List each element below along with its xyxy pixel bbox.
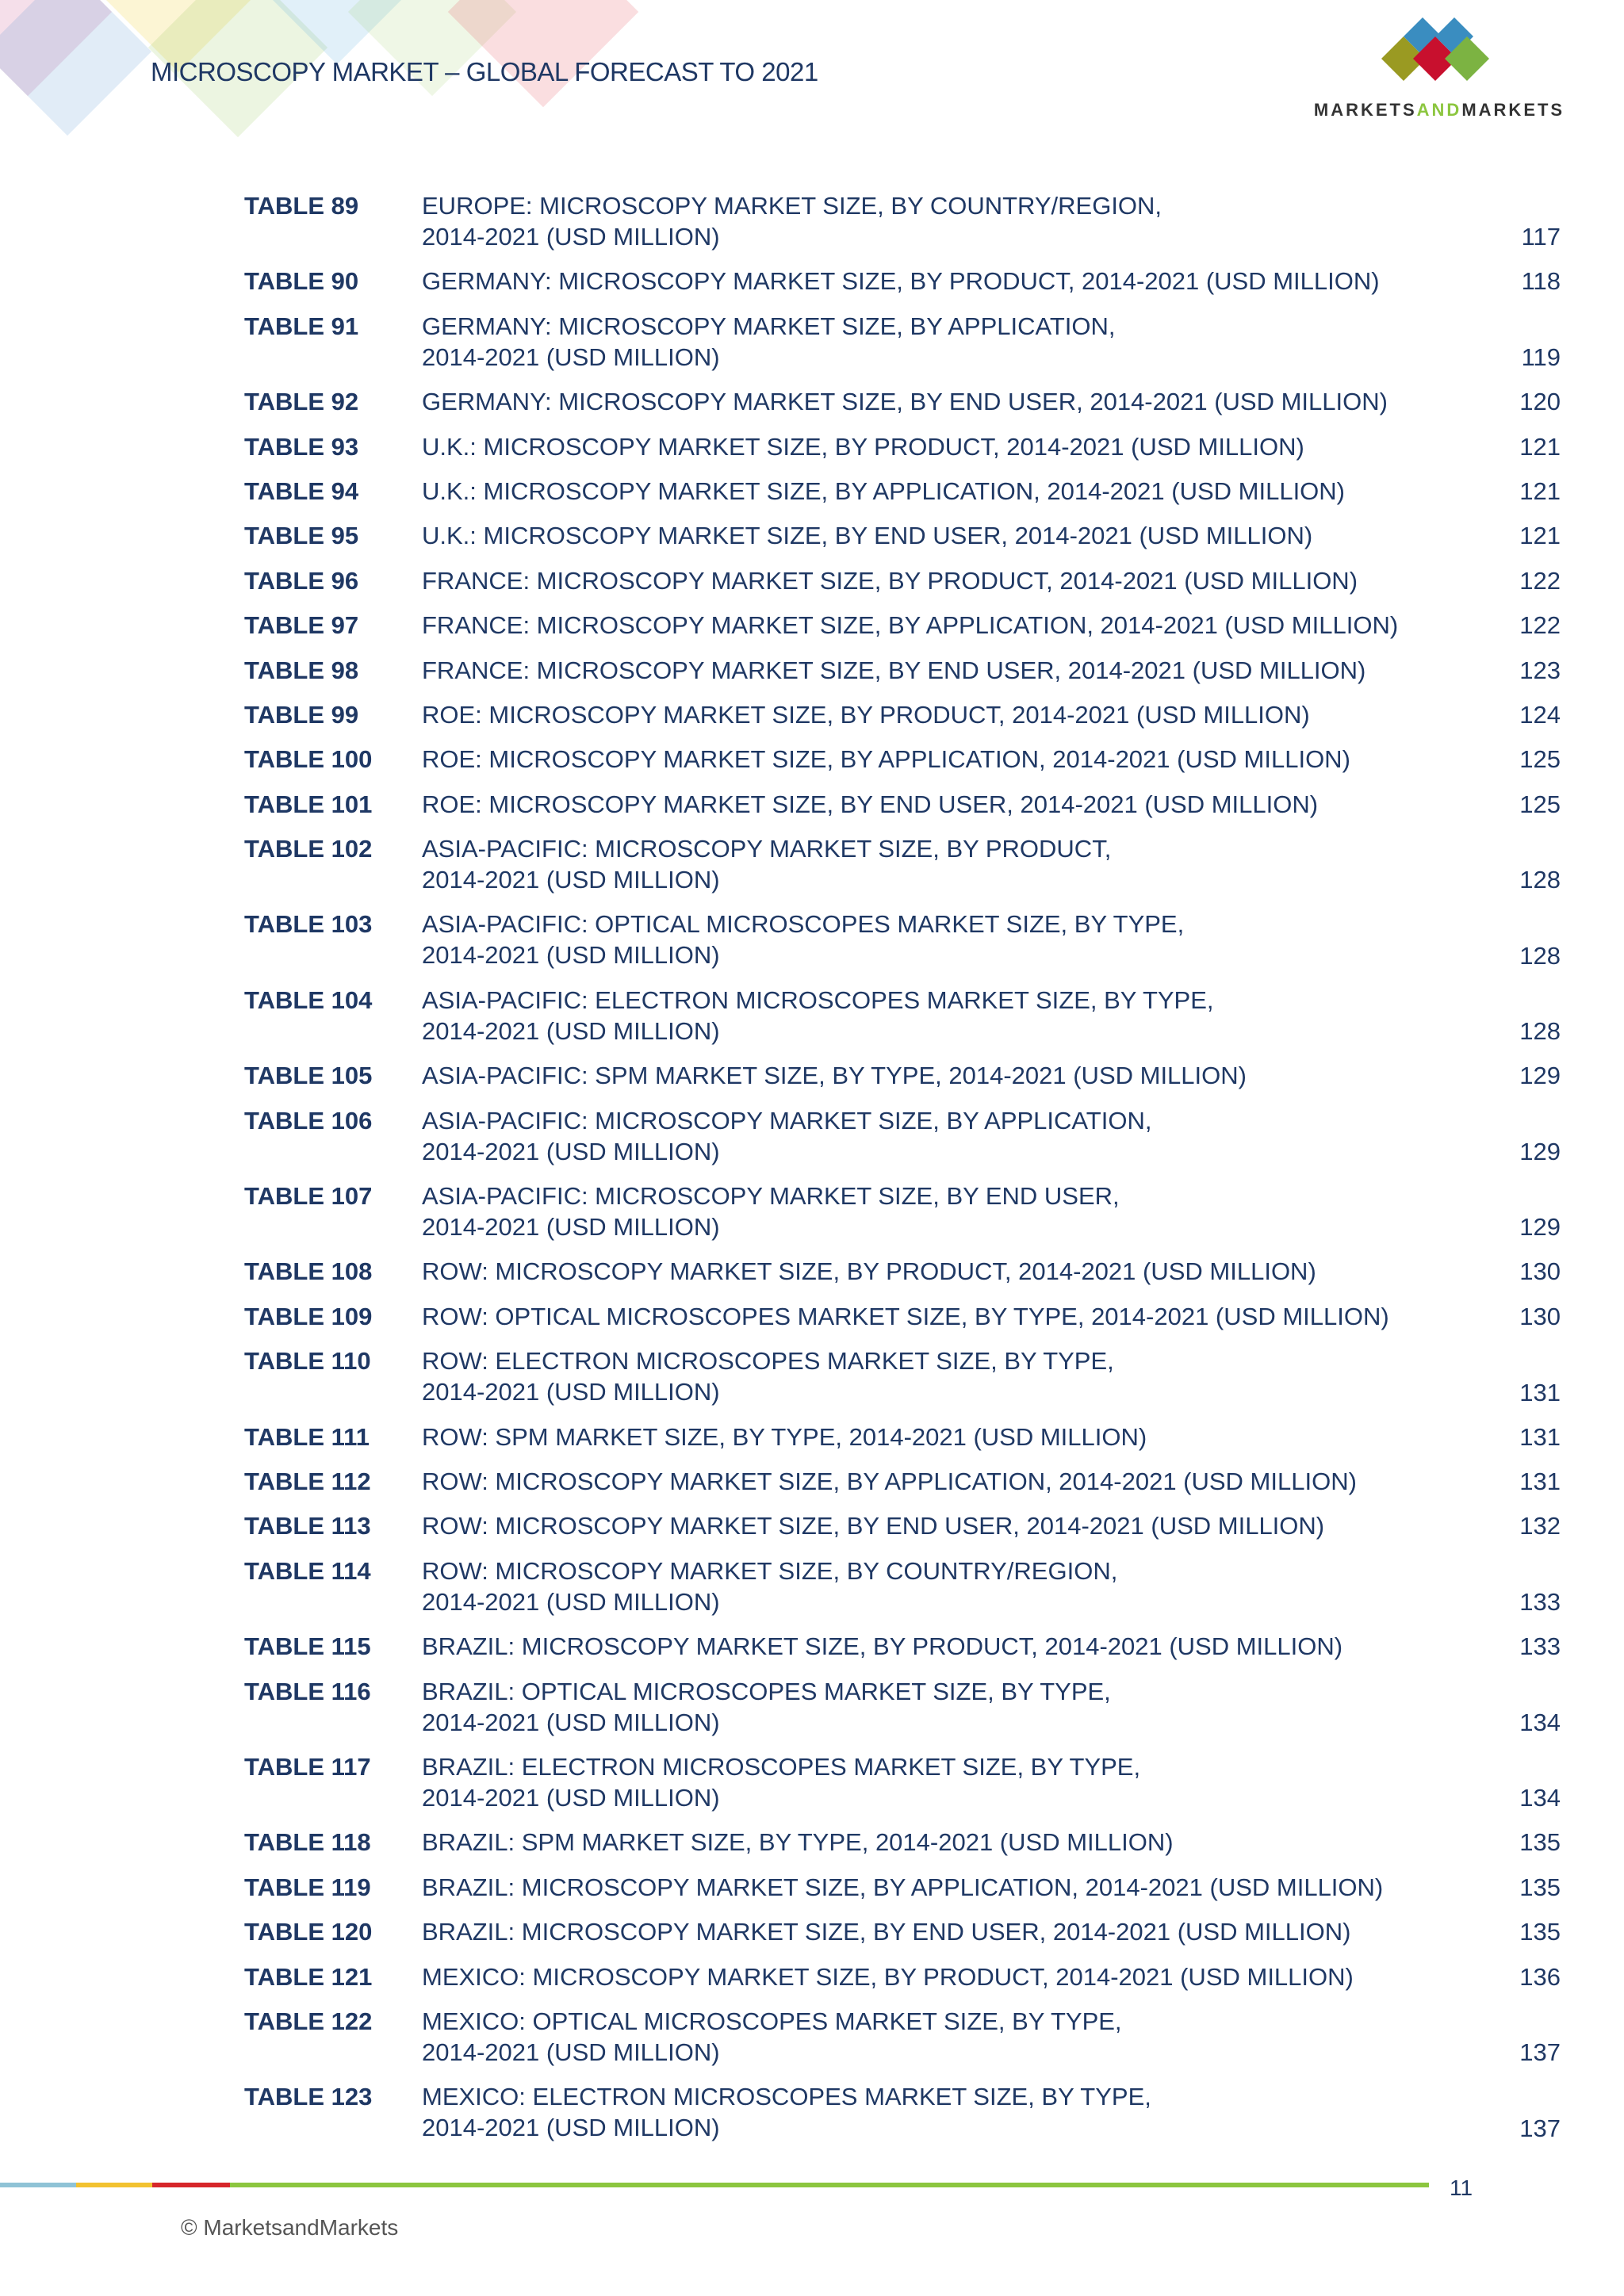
page-reference: 122 [1519, 566, 1561, 595]
table-title: BRAZIL: MICROSCOPY MARKET SIZE, BY END USER, 2014-2021 (USD MILLION) [422, 1918, 1351, 1946]
toc-entry[interactable] [244, 1422, 1561, 1466]
toc-entry[interactable] [244, 520, 1561, 564]
page-reference: 121 [1519, 522, 1561, 550]
toc-entry[interactable] [244, 1466, 1561, 1510]
table-title: GERMANY: MICROSCOPY MARKET SIZE, BY PRODUCT, 2014-2021 (USD MILLION) [422, 267, 1380, 296]
table-title: U.K.: MICROSCOPY MARKET SIZE, BY END USER, 2014-2021 (USD MILLION) [422, 522, 1313, 550]
logo-wordmark: MARKETSANDMARKETS [1313, 100, 1565, 120]
table-title: ROW: MICROSCOPY MARKET SIZE, BY APPLICATION, 2014-2021 (USD MILLION) [422, 1467, 1357, 1495]
toc-entry[interactable] [244, 311, 1561, 386]
page-reference: 131 [1519, 1422, 1561, 1451]
table-number: TABLE 115 [244, 1632, 371, 1661]
table-title: FRANCE: MICROSCOPY MARKET SIZE, BY PRODUCT, 2014-2021 (USD MILLION) [422, 566, 1358, 595]
toc-entry[interactable] [244, 699, 1561, 744]
table-number: TABLE 96 [244, 566, 359, 595]
table-title: GERMANY: MICROSCOPY MARKET SIZE, BY END USER, 2014-2021 (USD MILLION) [422, 388, 1388, 416]
table-title: ROW: MICROSCOPY MARKET SIZE, BY PRODUCT, 2014-2021 (USD MILLION) [422, 1257, 1316, 1286]
table-title: ROW: ELECTRON MICROSCOPES MARKET SIZE, BY TYPE, 2014-2021 (USD MILLION) [422, 1347, 1114, 1406]
table-number: TABLE 117 [244, 1752, 371, 1781]
table-title: MEXICO: OPTICAL MICROSCOPES MARKET SIZE, BY TYPE, 2014-2021 (USD MILLION) [422, 2007, 1122, 2066]
table-title: MEXICO: MICROSCOPY MARKET SIZE, BY PRODUCT, 2014-2021 (USD MILLION) [422, 1962, 1354, 1991]
table-number: TABLE 92 [244, 388, 359, 416]
table-number: TABLE 106 [244, 1106, 373, 1135]
footer-bar-red [152, 2183, 230, 2187]
page-reference: 136 [1519, 1962, 1561, 1991]
footer-bar-green [230, 2183, 1429, 2187]
toc-entry[interactable] [244, 1301, 1561, 1345]
list-of-tables [244, 190, 1561, 2157]
toc-entry[interactable] [244, 1345, 1561, 1421]
table-number: TABLE 113 [244, 1512, 371, 1540]
toc-entry[interactable] [244, 386, 1561, 430]
table-title: BRAZIL: ELECTRON MICROSCOPES MARKET SIZE, BY TYPE, 2014-2021 (USD MILLION) [422, 1752, 1141, 1812]
toc-entry[interactable] [244, 833, 1561, 909]
page-reference: 120 [1519, 388, 1561, 416]
page-reference: 119 [1521, 343, 1561, 372]
table-title: BRAZIL: MICROSCOPY MARKET SIZE, BY PRODUCT, 2014-2021 (USD MILLION) [422, 1632, 1343, 1661]
toc-entry[interactable] [244, 1556, 1561, 1631]
table-number: TABLE 94 [244, 476, 359, 505]
table-number: TABLE 110 [244, 1347, 371, 1376]
toc-entry[interactable] [244, 1510, 1561, 1555]
page-reference: 124 [1519, 700, 1561, 729]
table-title: BRAZIL: MICROSCOPY MARKET SIZE, BY APPLICATION, 2014-2021 (USD MILLION) [422, 1873, 1384, 1901]
toc-entry[interactable] [244, 744, 1561, 788]
table-number: TABLE 109 [244, 1302, 373, 1330]
page-reference: 135 [1519, 1873, 1561, 1901]
table-title: U.K.: MICROSCOPY MARKET SIZE, BY PRODUCT, 2014-2021 (USD MILLION) [422, 432, 1304, 461]
table-title: ROE: MICROSCOPY MARKET SIZE, BY END USER, 2014-2021 (USD MILLION) [422, 790, 1319, 818]
toc-entry[interactable] [244, 1631, 1561, 1675]
page-reference: 137 [1519, 2114, 1561, 2142]
table-number: TABLE 119 [244, 1873, 371, 1901]
table-number: TABLE 89 [244, 192, 359, 220]
page-reference: 130 [1519, 1302, 1561, 1330]
table-title: ROW: OPTICAL MICROSCOPES MARKET SIZE, BY TYPE, 2014-2021 (USD MILLION) [422, 1302, 1389, 1330]
table-title: ROW: SPM MARKET SIZE, BY TYPE, 2014-2021 (USD MILLION) [422, 1422, 1147, 1451]
page-reference: 121 [1519, 432, 1561, 461]
table-title: ASIA-PACIFIC: MICROSCOPY MARKET SIZE, BY END USER, 2014-2021 (USD MILLION) [422, 1182, 1120, 1242]
table-number: TABLE 112 [244, 1467, 371, 1495]
toc-entry[interactable] [244, 789, 1561, 833]
table-number: TABLE 121 [244, 1962, 373, 1991]
page-reference: 117 [1521, 223, 1561, 251]
table-number: TABLE 122 [244, 2007, 373, 2035]
toc-entry[interactable] [244, 1827, 1561, 1871]
page-reference: 132 [1519, 1512, 1561, 1540]
toc-entry[interactable] [244, 1060, 1561, 1104]
table-title: BRAZIL: OPTICAL MICROSCOPES MARKET SIZE, BY TYPE, 2014-2021 (USD MILLION) [422, 1677, 1111, 1736]
toc-entry[interactable] [244, 266, 1561, 310]
page-reference: 125 [1519, 790, 1561, 818]
company-logo [1293, 14, 1586, 125]
table-title: ASIA-PACIFIC: ELECTRON MICROSCOPES MARKET SIZE, BY TYPE, 2014-2021 (USD MILLION) [422, 985, 1214, 1045]
page-number: 11 [1450, 2175, 1473, 2200]
table-title: ASIA-PACIFIC: MICROSCOPY MARKET SIZE, BY APPLICATION, 2014-2021 (USD MILLION) [422, 1106, 1152, 1165]
page-reference: 131 [1519, 1378, 1561, 1406]
table-title: ROW: MICROSCOPY MARKET SIZE, BY COUNTRY/REGION, 2014-2021 (USD MILLION) [422, 1556, 1118, 1616]
copyright: © MarketsandMarkets [181, 2215, 399, 2240]
table-number: TABLE 104 [244, 985, 373, 1014]
toc-entry[interactable] [244, 431, 1561, 476]
table-number: TABLE 118 [244, 1828, 371, 1857]
page-reference: 131 [1519, 1467, 1561, 1495]
table-title: ROW: MICROSCOPY MARKET SIZE, BY END USER, 2014-2021 (USD MILLION) [422, 1512, 1325, 1540]
toc-entry[interactable] [244, 1751, 1561, 1827]
table-number: TABLE 97 [244, 611, 359, 640]
table-number: TABLE 108 [244, 1257, 373, 1286]
table-number: TABLE 114 [244, 1556, 371, 1585]
page-reference: 129 [1519, 1062, 1561, 1090]
table-number: TABLE 105 [244, 1062, 373, 1090]
toc-entry[interactable] [244, 1181, 1561, 1256]
table-title: U.K.: MICROSCOPY MARKET SIZE, BY APPLICATION, 2014-2021 (USD MILLION) [422, 476, 1345, 505]
table-title: ASIA-PACIFIC: OPTICAL MICROSCOPES MARKET SIZE, BY TYPE, 2014-2021 (USD MILLION) [422, 910, 1185, 970]
toc-entry[interactable] [244, 565, 1561, 610]
table-number: TABLE 99 [244, 700, 359, 729]
table-number: TABLE 95 [244, 522, 359, 550]
footer-bar-yellow [76, 2183, 152, 2187]
page-reference: 123 [1519, 656, 1561, 684]
page-reference: 134 [1519, 1784, 1561, 1812]
page-reference: 122 [1519, 611, 1561, 640]
table-title: MEXICO: ELECTRON MICROSCOPES MARKET SIZE, BY TYPE, 2014-2021 (USD MILLION) [422, 2083, 1151, 2142]
page-reference: 130 [1519, 1257, 1561, 1286]
toc-entry[interactable] [244, 909, 1561, 984]
toc-entry[interactable] [244, 190, 1561, 266]
toc-entry[interactable] [244, 1676, 1561, 1751]
toc-entry[interactable] [244, 476, 1561, 520]
page-reference: 128 [1519, 866, 1561, 894]
page-reference: 129 [1519, 1213, 1561, 1242]
toc-entry[interactable] [244, 610, 1561, 654]
table-title: EUROPE: MICROSCOPY MARKET SIZE, BY COUNTRY/REGION, 2014-2021 (USD MILLION) [422, 192, 1162, 251]
page-reference: 129 [1519, 1138, 1561, 1166]
table-number: TABLE 98 [244, 656, 359, 684]
table-number: TABLE 101 [244, 790, 373, 818]
table-number: TABLE 107 [244, 1182, 373, 1211]
logo-diamonds-icon [1372, 14, 1499, 98]
toc-entry[interactable] [244, 1105, 1561, 1181]
page-reference: 118 [1521, 267, 1561, 296]
table-title: GERMANY: MICROSCOPY MARKET SIZE, BY APPLICATION, 2014-2021 (USD MILLION) [422, 312, 1116, 371]
table-title: ROE: MICROSCOPY MARKET SIZE, BY APPLICATION, 2014-2021 (USD MILLION) [422, 745, 1350, 774]
page-reference: 135 [1519, 1828, 1561, 1857]
table-number: TABLE 91 [244, 312, 359, 340]
toc-entry[interactable] [244, 1961, 1561, 2006]
table-title: ASIA-PACIFIC: MICROSCOPY MARKET SIZE, BY PRODUCT, 2014-2021 (USD MILLION) [422, 835, 1112, 894]
table-number: TABLE 93 [244, 432, 359, 461]
page-reference: 128 [1519, 941, 1561, 970]
toc-entry[interactable] [244, 1916, 1561, 1961]
table-number: TABLE 116 [244, 1677, 371, 1705]
table-title: ASIA-PACIFIC: SPM MARKET SIZE, BY TYPE, 2014-2021 (USD MILLION) [422, 1062, 1247, 1090]
table-number: TABLE 120 [244, 1918, 373, 1946]
table-title: FRANCE: MICROSCOPY MARKET SIZE, BY END USER, 2014-2021 (USD MILLION) [422, 656, 1366, 684]
page-reference: 134 [1519, 1708, 1561, 1736]
page-reference: 135 [1519, 1918, 1561, 1946]
toc-entry[interactable] [244, 1256, 1561, 1300]
page-reference: 133 [1519, 1588, 1561, 1617]
table-number: TABLE 102 [244, 835, 373, 863]
toc-entry[interactable] [244, 985, 1561, 1060]
table-title: FRANCE: MICROSCOPY MARKET SIZE, BY APPLICATION, 2014-2021 (USD MILLION) [422, 611, 1399, 640]
toc-entry[interactable] [244, 1872, 1561, 1916]
table-number: TABLE 100 [244, 745, 373, 774]
page-reference: 133 [1519, 1632, 1561, 1661]
toc-entry[interactable] [244, 2081, 1561, 2156]
table-title: BRAZIL: SPM MARKET SIZE, BY TYPE, 2014-2021 (USD MILLION) [422, 1828, 1174, 1857]
table-number: TABLE 90 [244, 267, 359, 296]
page-reference: 128 [1519, 1017, 1561, 1046]
table-number: TABLE 123 [244, 2083, 373, 2111]
toc-entry[interactable] [244, 655, 1561, 699]
table-number: TABLE 111 [244, 1422, 370, 1451]
table-title: ROE: MICROSCOPY MARKET SIZE, BY PRODUCT, 2014-2021 (USD MILLION) [422, 700, 1310, 729]
page-reference: 137 [1519, 2038, 1561, 2067]
page-reference: 125 [1519, 745, 1561, 774]
footer-bar-blue [0, 2183, 76, 2187]
table-number: TABLE 103 [244, 910, 373, 939]
report-title: MICROSCOPY MARKET – GLOBAL FORECAST TO 2021 [151, 57, 818, 86]
toc-entry[interactable] [244, 2006, 1561, 2081]
page-reference: 121 [1519, 476, 1561, 505]
